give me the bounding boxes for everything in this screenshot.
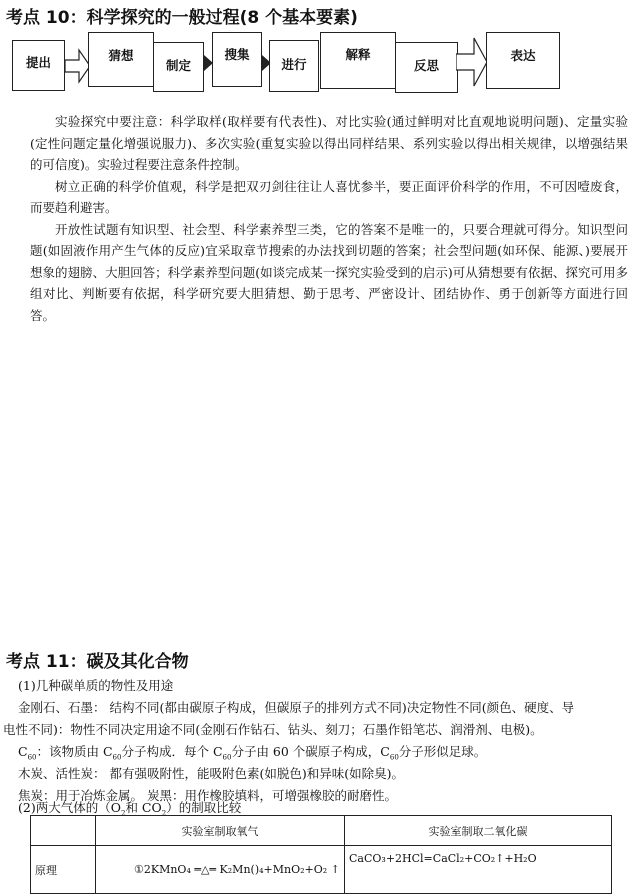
table-row-label: 原理 xyxy=(31,846,96,894)
table-row xyxy=(31,846,612,894)
flow-arrow-icon xyxy=(456,32,488,94)
section10-body xyxy=(30,111,628,326)
paragraph: 树立正确的科学价值观，科学是把双刃剑往往让人喜忧参半，要正面评价科学的作用，不可因噎废食，而要趋利避害。 xyxy=(30,178,628,215)
comparison-table xyxy=(30,815,612,894)
table-cell xyxy=(31,816,96,846)
table-header: 实验室制取氧气 xyxy=(96,816,345,846)
table-row xyxy=(31,816,612,846)
paragraph: 实验探究中要注意：科学取样(取样要有代表性)、对比实验(通过鲜明对比直观地说明问题)、定量实验(定性问题定量化增强说服力)、多次实验(重复实验以得出同样结果、系列实验以得出相关规律，以增强结果的可信度)。实验过程要注意条件控制。 xyxy=(30,114,628,172)
text-line: $C_{60}$：该物质由 $C_{60}$分子构成．每个 $C_{60}$分子由 60 个碳原子构成，$C_{60}$分子形似足球。 xyxy=(18,744,487,762)
section11-title: 考点 11：碳及其化合物 xyxy=(6,652,189,672)
paragraph: 开放性试题有知识型、社会型、科学素养型三类，它的答案不是唯一的，只要合理就可得分。知识型问题(如固液作用产生气体的反应)宜采取章节搜索的办法找到切题的答案；社会型问题(如环保、能源、)要展开想象的翅膀、大胆回答；科学素养型问题(如谈完成某一探究实验受到的启示)可从猜想要有依据、探究可用多组对比、判断要有依据，科学研究要大胆猜想、勤于思考、严密设计、团结协作、勇于创新等方面进行回答。 xyxy=(30,221,628,323)
table-cell: ①2KMnO₄ ═△═ K₂Mn()₄+MnO₂+O₂ ↑ xyxy=(96,846,345,894)
flow-step-3: 制定 xyxy=(153,42,204,92)
flow-chart xyxy=(0,0,640,100)
flow-step-7: 反思 xyxy=(395,42,458,93)
flow-step-8: 表达 xyxy=(486,32,560,89)
text-line: 木炭、活性炭： 都有强吸附性，能吸附色素(如脱色)和异味(如除臭)。 xyxy=(18,766,404,781)
text-line: 金刚石、石墨： 结构不同(都由碳原子构成，但碳原子的排列方式不同)决定物性不同(颜色、硬度、导 xyxy=(18,700,575,715)
flow-step-4: 搜集 xyxy=(212,32,262,87)
flow-step-6: 解释 xyxy=(320,32,396,89)
flow-step-1: 提出 xyxy=(12,40,65,91)
flow-step-2: 猜想 xyxy=(88,32,154,87)
table-cell: CaCO₃+2HCl=CaCl₂+CO₂↑+H₂O xyxy=(345,846,612,894)
table-header: 实验室制取二氧化碳 xyxy=(345,816,612,846)
section10-title: 考点 10：科学探究的一般过程(8 个基本要素) xyxy=(6,8,358,28)
subheading: (2)两大气体的（$O_2$和 $CO_2$）的制取比较 xyxy=(18,800,242,818)
flow-step-5: 进行 xyxy=(269,40,319,92)
text-line: 电性不同)：物性不同决定用途不同(金刚石作钻石、钻头、刻刀；石墨作铅笔芯、润滑剂、电极)。 xyxy=(3,722,543,737)
subheading: (1)几种碳单质的物性及用途 xyxy=(18,678,174,693)
text-line: 焦炭：用于冶炼金属。 炭黑：用作橡胶填料，可增强橡胶的耐磨性。 xyxy=(18,788,397,803)
